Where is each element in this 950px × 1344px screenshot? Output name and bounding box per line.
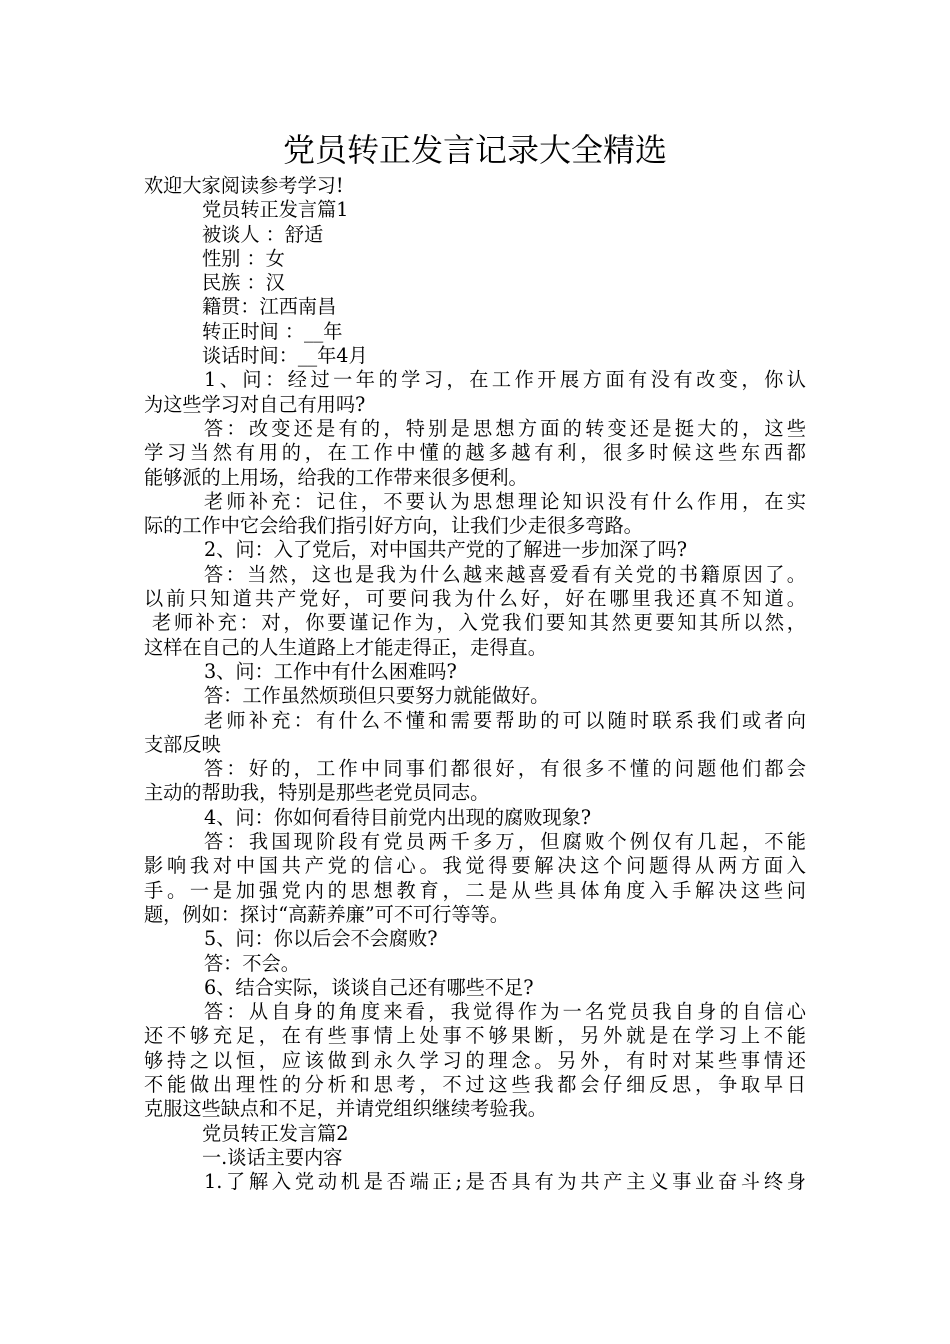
text-line: 党员转正发言篇1 (202, 198, 349, 222)
text-line: 1、问：经过一年的学习，在工作开展方面有没有改变，你认 (204, 368, 806, 392)
text-line: 5、问：你以后会不会腐败? (204, 927, 438, 951)
text-line: 答：不会。 (204, 951, 300, 975)
text-line: 主动的帮助我，特别是那些老党员同志。 (144, 781, 490, 805)
text-line: 答：改变还是有的，特别是思想方面的转变还是挺大的，这些 (204, 416, 806, 440)
text-line: 被谈人 ：舒适 (202, 222, 324, 246)
text-line: 答：工作虽然烦琐但只要努力就能做好。 (204, 684, 550, 708)
text-line: 转正时间 ：__年 (202, 319, 343, 343)
text-line: 6、结合实际，谈谈自己还有哪些不足? (204, 975, 534, 999)
text-line: 4、问：你如何看待目前党内出现的腐败现象? (204, 805, 592, 829)
text-line: 克服这些缺点和不足，并请党组织继续考验我。 (144, 1097, 547, 1121)
text-line: 1.了解入党动机是否端正;是否具有为共产主义事业奋斗终身 (204, 1170, 806, 1194)
text-line: 2、问：入了党后，对中国共产党的了解进一步加深了吗? (204, 538, 687, 562)
text-line: 答：从自身的角度来看，我觉得作为一名党员我自身的自信心 (204, 1000, 806, 1024)
text-line: 性别 ：女 (202, 246, 285, 270)
text-line: 这样在自己的人生道路上才能走得正，走得直。 (144, 635, 547, 659)
text-line: 一.谈话主要内容 (202, 1145, 343, 1169)
text-line: 谈话时间：__年4月 (202, 344, 368, 368)
text-line: 籍贯：江西南昌 (202, 295, 337, 319)
text-line: 不能做出理性的分析和思考，不过这些我都会仔细反思，争取早日 (144, 1072, 806, 1096)
text-line: 际的工作中它会给我们指引好方向，让我们少走很多弯路。 (144, 514, 643, 538)
text-line: 答：我国现阶段有党员两千多万，但腐败个例仅有几起，不能 (204, 830, 806, 854)
text-line: 3、问：工作中有什么困难吗? (204, 659, 457, 683)
text-line: 为这些学习对自己有用吗? (144, 392, 366, 416)
text-line: 欢迎大家阅读参考学习! (144, 174, 344, 197)
text-line: 能够派的上用场，给我的工作带来很多便利。 (144, 465, 528, 489)
text-line: 影响我对中国共产党的信心。我觉得要解决这个问题得从两方面入 (144, 854, 806, 878)
text-line: 学习当然有用的，在工作中懂的越多越有利，很多时候这些东西都 (144, 441, 806, 465)
text-line: 答：好的，工作中同事们都很好，有很多不懂的问题他们都会 (204, 757, 806, 781)
document-title: 党员转正发言记录大全精选 (282, 131, 667, 169)
text-line: 老师补充：对，你要谨记作为，入党我们要知其然更要知其所以然， (152, 611, 806, 635)
text-line: 老师补充：有什么不懂和需要帮助的可以随时联系我们或者向 (204, 708, 806, 732)
text-line: 题，例如：探讨“高薪养廉”可不可行等等。 (144, 902, 509, 926)
text-line: 够持之以恒，应该做到永久学习的理念。另外，有时对某些事情还 (144, 1048, 806, 1072)
document-body (144, 174, 806, 1194)
text-line: 老师补充：记住，不要认为思想理论知识没有什么作用，在实 (204, 489, 806, 513)
text-line: 以前只知道共产党好，可要问我为什么好，好在哪里我还真不知道。 (144, 587, 806, 611)
text-line: 党员转正发言篇2 (202, 1121, 349, 1145)
text-line: 民族 ：汉 (202, 271, 285, 295)
text-line: 答：当然，这也是我为什么越来越喜爱看有关党的书籍原因了。 (204, 562, 806, 586)
text-line: 还不够充足，在有些事情上处事不够果断，另外就是在学习上不能 (144, 1024, 806, 1048)
text-line: 支部反映 (144, 732, 221, 756)
text-line: 手。一是加强党内的思想教育，二是从些具体角度入手解决这些问 (144, 878, 806, 902)
